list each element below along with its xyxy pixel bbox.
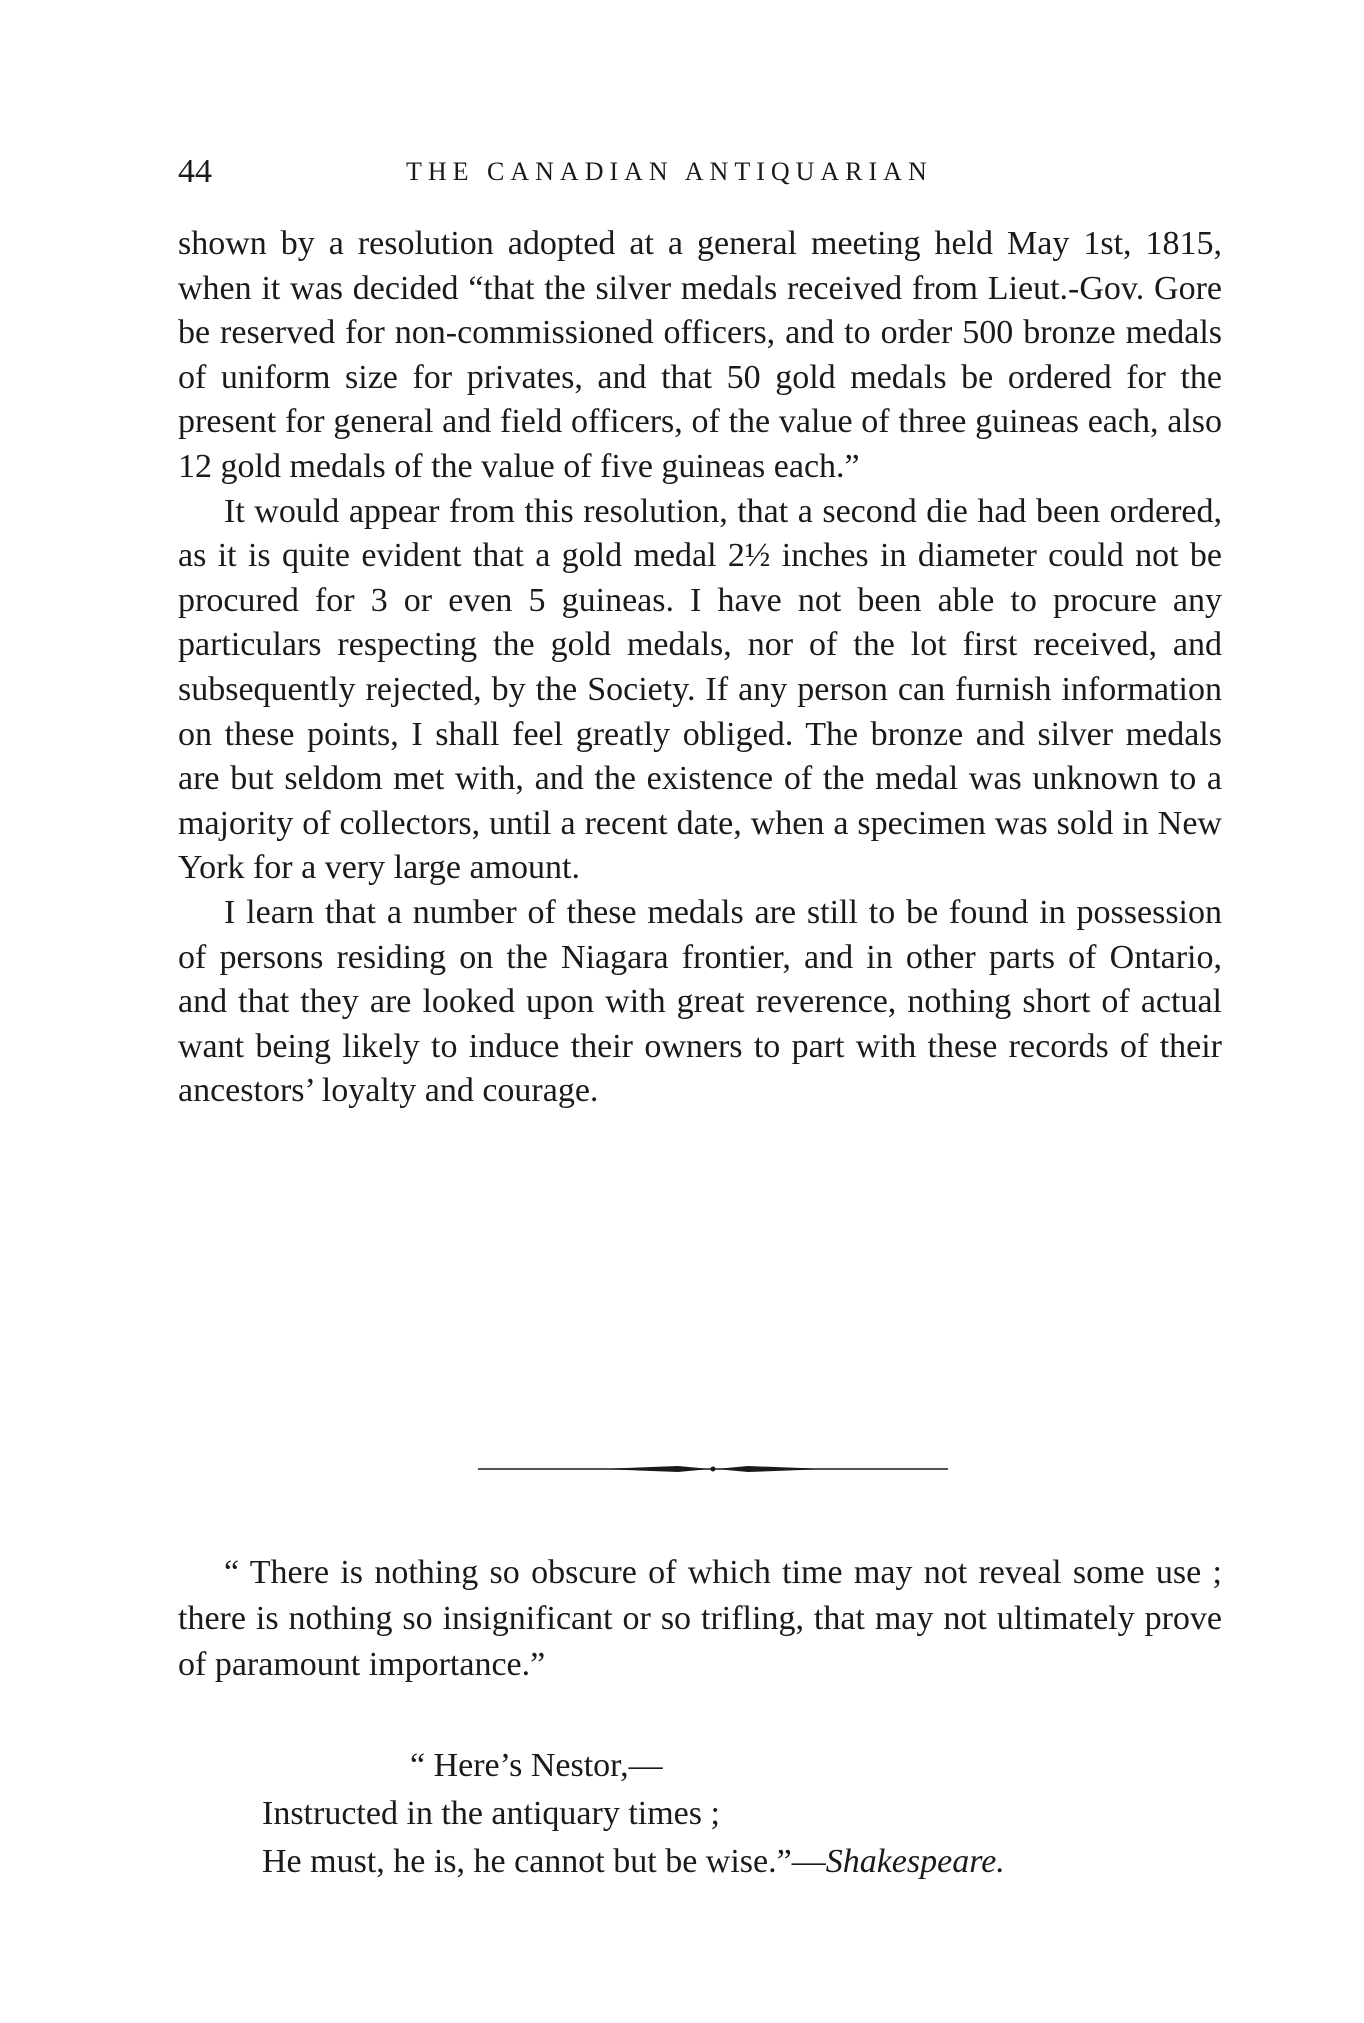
- epigraph-quote: [178, 1550, 1222, 1688]
- running-head: [178, 152, 1228, 192]
- paragraph-continued: shown by a resolution adopted at a general meeting held May 1st, 1815, when it was decided “that the silver medals received from Lieut.-Gov. Gore be reserved for non-commissioned officers, and to order 500 bronze medals of uniform size for privates, and that 50 gold medals be ordered for the present for general and field officers, of the value of three guineas each, also 12 gold medals of the value of five guineas each.”: [178, 225, 1222, 485]
- verse-line: Instructed in the antiquary times ;: [262, 1795, 720, 1832]
- quote-text: “ There is nothing so obscure of which time may not reveal some use ; there is nothing so insignificant or so trifling, that may not ultimately prove of paramount importance.”: [178, 1554, 1222, 1683]
- paragraph: I learn that a number of these medals are still to be found in possession of persons residing on the Niagara frontier, and in other parts of Ontario, and that they are looked upon with great reverence, nothing short of actual want being likely to induce their owners to part with these records of their ancestors’ loyalty and courage.: [178, 893, 1222, 1110]
- verse-quote: [262, 1742, 1242, 1886]
- page-number: 44: [178, 153, 212, 190]
- paragraph: It would appear from this resolution, that a second die had been ordered, as it is quite evident that a gold medal 2½ inches in diameter could not be procured for 3 or even 5 guineas. I have not been able to procure any particulars respecting the gold medals, nor of the lot first received, and subsequently rejected, by the Society. If any person can furnish information on these points, I shall feel greatly obliged. The bronze and silver medals are but seldom met with, and the existence of the medal was unknown to a majority of collectors, until a recent date, when a specimen was sold in New York for a very large amount.: [178, 492, 1222, 887]
- verse-line-text: He must, he is, he cannot but be wise.”—: [262, 1843, 826, 1880]
- verse-line: “ Here’s Nestor,—: [410, 1747, 663, 1784]
- article-body: [178, 222, 1222, 1114]
- section-divider-ornament: [478, 1463, 948, 1475]
- journal-title: THE CANADIAN ANTIQUARIAN: [406, 157, 933, 186]
- verse-line-last: [262, 1838, 1242, 1886]
- attribution: Shakespeare.: [825, 1843, 1005, 1880]
